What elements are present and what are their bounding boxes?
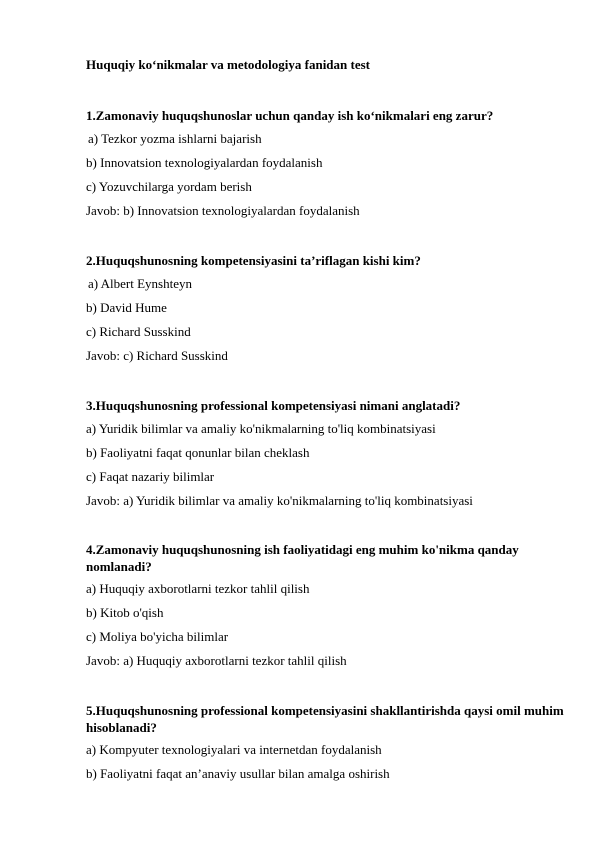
q1-option-b: b) Innovatsion texnologiyalardan foydalanish — [86, 155, 323, 170]
document-title: Huquqiy ko‘nikmalar va metodologiya fanidan test — [86, 57, 371, 72]
question-2: 2.Huquqshunosning kompetensiyasini ta’riflagan kishi kim? — [86, 253, 421, 268]
q2-option-c: c) Richard Susskind — [86, 324, 191, 339]
q4-option-b: b) Kitob o'qish — [86, 605, 164, 620]
q3-option-b: b) Faoliyatni faqat qonunlar bilan cheklash — [86, 445, 310, 460]
q3-option-c: c) Faqat nazariy bilimlar — [86, 469, 215, 484]
question-1: 1.Zamonaviy huquqshunoslar uchun qanday ish ko‘nikmalari eng zarur? — [86, 108, 494, 123]
q3-option-a: a) Yuridik bilimlar va amaliy ko'nikmalarning to'liq kombinatsiyasi — [86, 421, 436, 436]
question-4: 4.Zamonaviy huquqshunosning ish faoliyatidagi eng muhim ko'nikma qanday nomlanadi? — [86, 542, 519, 574]
q3-answer: Javob: a) Yuridik bilimlar va amaliy ko'nikmalarning to'liq kombinatsiyasi — [86, 493, 473, 508]
q2-option-b: b) David Hume — [86, 300, 167, 315]
q5-option-a: a) Kompyuter texnologiyalari va internetdan foydalanish — [86, 742, 382, 757]
q4-option-c: c) Moliya bo'yicha bilimlar — [86, 629, 229, 644]
question-5: 5.Huquqshunosning professional kompetensiyasini shakllantirishda qaysi omil muhim hisoblanadi? — [86, 703, 564, 735]
q1-option-a: a) Tezkor yozma ishlarni bajarish — [88, 131, 262, 146]
question-3: 3.Huquqshunosning professional kompetensiyasi nimani anglatadi? — [86, 398, 461, 413]
q1-answer: Javob: b) Innovatsion texnologiyalardan foydalanish — [86, 203, 360, 218]
q1-option-c: c) Yozuvchilarga yordam berish — [86, 179, 252, 194]
q2-option-a: a) Albert Eynshteyn — [88, 276, 192, 291]
q5-option-b: b) Faoliyatni faqat an’anaviy usullar bilan amalga oshirish — [86, 766, 390, 781]
q4-answer: Javob: a) Huquqiy axborotlarni tezkor tahlil qilish — [86, 653, 347, 668]
q4-option-a: a) Huquqiy axborotlarni tezkor tahlil qilish — [86, 581, 310, 596]
q2-answer: Javob: c) Richard Susskind — [86, 348, 228, 363]
